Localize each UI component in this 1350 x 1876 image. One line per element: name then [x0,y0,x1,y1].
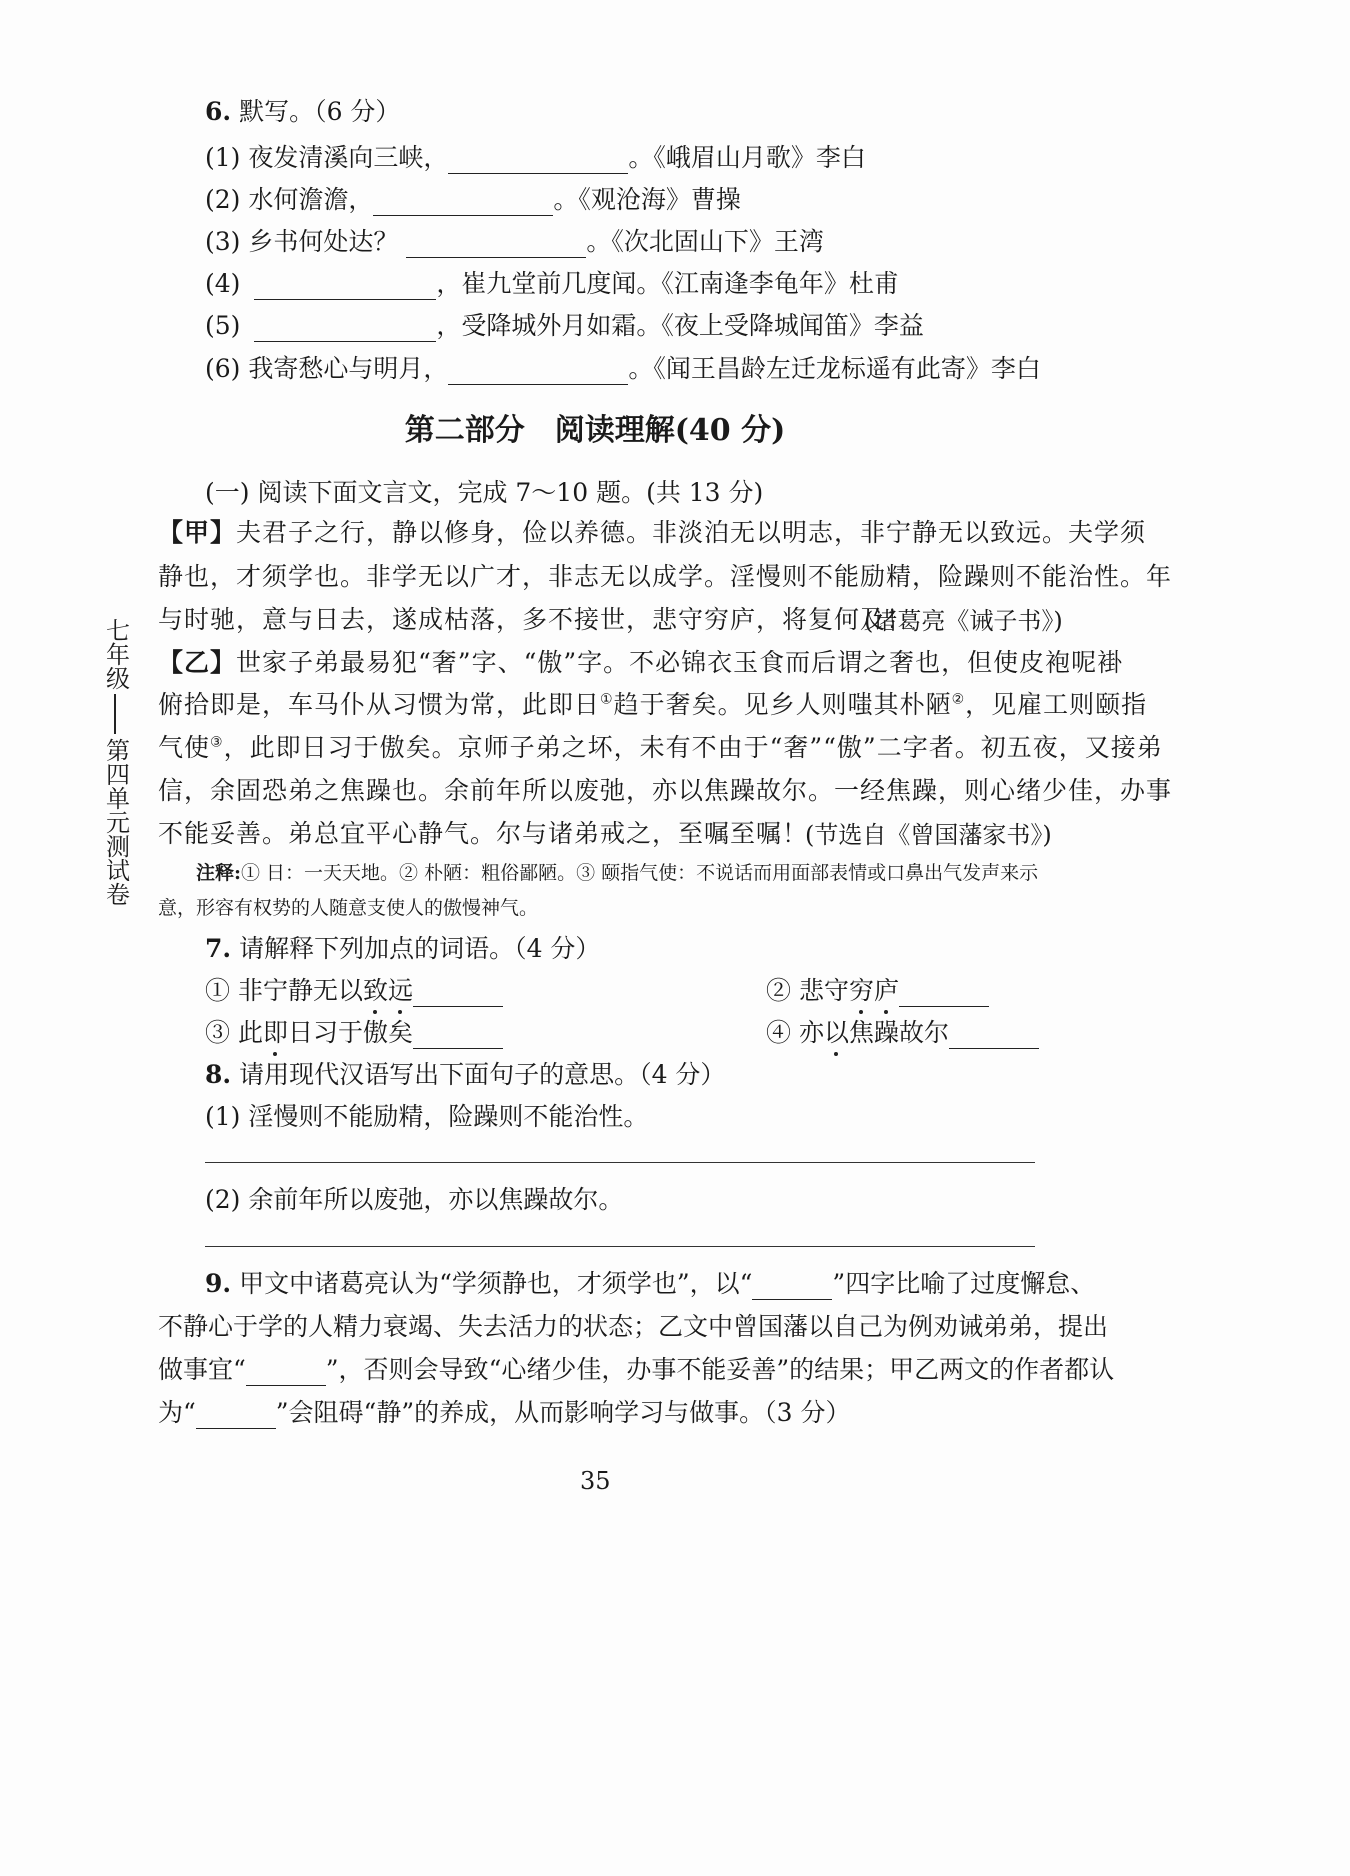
yi-line-4: 信，余固恐弟之焦躁也。余前年所以废弛，亦以焦躁故尔。一经焦躁，则心绪少佳，办事 [158,776,1173,805]
q6-item-6: (6) 我寄愁心与明月， 。《闻王昌龄左迁龙标遥有此寄》李白 [205,354,1041,383]
side-label [100,618,130,906]
yi-line-5: 不能妥善。弟总宜平心静气。尔与诸弟戒之，至嘱至嘱！ [158,819,809,848]
q8-sentence-2: (2) 余前年所以废弛，亦以焦躁故尔。 [205,1185,624,1214]
answer-blank[interactable] [413,1022,503,1049]
answer-blank[interactable] [752,1273,832,1300]
answer-blank[interactable] [254,273,436,300]
q9-line-2: 不静心于学的人精力衰竭、失去活力的状态；乙文中曾国藩以自己为例劝诫弟弟，提出 [158,1312,1109,1341]
answer-blank[interactable] [373,189,553,216]
jia-line-1: 【甲】夫君子之行，静以修身，俭以养德。非淡泊无以明志，非宁静无以致远。夫学须 [158,518,1147,547]
q7-item-b: ② 悲守穷庐 [766,971,989,1007]
q6-item-2: (2) 水何澹澹， 。《观沧海》曹操 [205,185,741,214]
answer-blank[interactable] [254,315,436,342]
yi-line-1: 【乙】世家子弟最易犯“奢”字、“傲”字。不必锦衣玉食而后谓之奢也，但使皮袍呢褂 [158,648,1124,677]
q6-item-1: (1) 夜发清溪向三峡， 。《峨眉山月歌》李白 [205,143,866,172]
jia-source: (诸葛亮《诫子书》) [864,607,1063,635]
answer-blank[interactable] [406,231,586,258]
section1-intro: (一) 阅读下面文言文，完成 7～10 题。(共 13 分) [205,478,764,507]
q7-heading: 7. 请解释下列加点的词语。（4 分） [205,934,601,963]
answer-line[interactable] [205,1162,1035,1163]
answer-blank[interactable] [246,1359,326,1386]
jia-line-2: 静也，才须学也。非学无以广才，非志无以成学。淫慢则不能励精，险躁则不能治性。年 [158,562,1173,591]
q8-sentence-1: (1) 淫慢则不能励精，险躁则不能治性。 [205,1102,649,1131]
footnote-marker: ③ [210,734,224,751]
page-number: 35 [580,1467,611,1495]
footnote-marker: ① [600,691,614,708]
q9-line-4: 为“ ”会阻碍“静”的养成，从而影响学习与做事。（3 分） [158,1398,851,1427]
notes-label: 注释: [196,862,242,884]
divider [114,694,116,734]
answer-line[interactable] [205,1246,1035,1247]
q7-item-c: ③ 此即日习于傲矣 [205,1013,503,1049]
part2-title: 第二部分 阅读理解(40 分) [404,413,786,448]
yi-tag: 【乙】 [158,648,237,677]
side-label-unit: 第四单元测试卷 [101,738,130,906]
answer-blank[interactable] [899,980,989,1007]
q8-heading: 8. 请用现代汉语写出下面句子的意思。（4 分） [205,1060,726,1089]
q9-line-1: 9. 甲文中诸葛亮认为“学须静也，才须学也”，以“ ”四字比喻了过度懈怠、 [205,1269,1096,1298]
q6-heading [205,92,400,128]
jia-line-3: 与时驰，意与日去，遂成枯落，多不接世，悲守穷庐，将复何及！ [158,605,913,634]
notes-line-1: 注释:① 日：一天天地。② 朴陋：粗俗鄙陋。③ 颐指气使：不说话而用面部表情或口鼻出气发声来示 [196,862,1039,884]
answer-blank[interactable] [448,147,628,174]
yi-source: (节选自《曾国藩家书》) [805,821,1052,849]
q6-item-3: (3) 乡书何处达？ 。《次北固山下》王湾 [205,227,824,256]
jia-tag: 【甲】 [158,518,237,547]
footnote-marker: ② [951,691,966,708]
q6-text: 默写。（6 分） [239,97,401,126]
answer-blank[interactable] [448,358,628,385]
q6-number: 6. [205,97,232,126]
q6-item-4: (4) ，崔九堂前几度闻。《江南逢李龟年》杜甫 [205,269,899,298]
notes-line-2: 意，形容有权势的人随意支使人的傲慢神气。 [158,897,539,919]
side-label-grade: 七年级 [101,618,130,690]
yi-line-2: 俯拾即是，车马仆从习惯为常，此即日①趋于奢矣。见乡人则嗤其朴陋②，见雇工则颐指 [158,690,1148,719]
answer-blank[interactable] [949,1022,1039,1049]
q9-line-3: 做事宜“ ”，否则会导致“心绪少佳，办事不能妥善”的结果；甲乙两文的作者都认 [158,1355,1115,1384]
q7-item-a: ① 非宁静无以致远 [205,971,503,1007]
answer-blank[interactable] [196,1402,276,1429]
q7-item-d: ④ 亦以焦躁故尔 [766,1013,1039,1049]
q6-item-5: (5) ，受降城外月如霜。《夜上受降城闻笛》李益 [205,311,924,340]
answer-blank[interactable] [413,980,503,1007]
yi-line-3: 气使③，此即日习于傲矣。京师子弟之坏，未有不由于“奢”“傲”二字者。初五夜，又接弟 [158,733,1163,762]
